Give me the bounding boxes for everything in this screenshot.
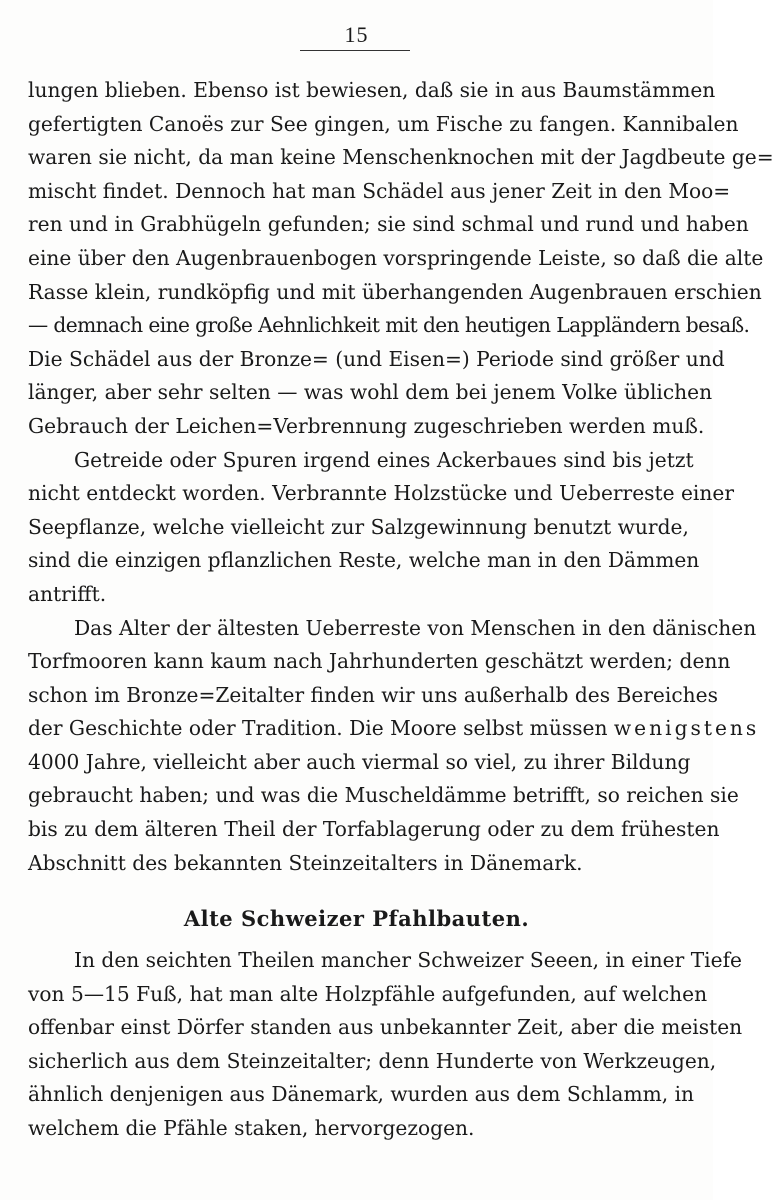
text-segment: der Geschichte oder Tradition. Die Moore selbst müssen [28,716,608,741]
text-line: nicht entdeckt worden. Verbrannte Holzstücke und Ueberreste einer [28,481,734,506]
text-line: Das Alter der ältesten Ueberreste von Menschen in den dänischen [74,615,757,640]
text-line [28,712,760,746]
emphasized-word: wenigstens [613,716,760,741]
text-line: Die Schädel aus der Bronze= (und Eisen=) Periode sind größer und [28,346,725,371]
text-line: sind die einzigen pflanzlichen Reste, welche man in den Dämmen [28,548,700,573]
text-line: — demnach eine große Aehnlichkeit mit den heutigen Lappländern besaß. [28,313,750,338]
text-line: Seepflanze, welche vielleicht zur Salzgewinnung benutzt wurde, [28,514,689,539]
page-number: 15 [344,22,369,47]
text-line: In den seichten Theilen mancher Schweizer Seeen, in einer Tiefe [74,948,742,972]
text-line: ren und in Grabhügeln gefunden; sie sind schmal und rund und haben [28,212,749,237]
text-line: eine über den Augenbrauenbogen vorspringende Leiste, so daß die alte [28,245,764,270]
text-line: welchem die Pfähle staken, hervorgezogen. [28,1115,475,1140]
text-line: Torfmooren kann kaum nach Jahrhunderten geschätzt werden; denn [28,649,731,674]
header-rule [300,50,410,51]
text-line: sicherlich aus dem Steinzeitalter; denn Hunderte von Werkzeugen, [28,1048,717,1073]
section-heading: Alte Schweizer Pfahlbauten. [183,906,530,931]
text-line: bis zu dem älteren Theil der Torfablagerung oder zu dem frühesten [28,817,720,842]
text-line: länger, aber sehr selten — was wohl dem bei jenem Volke üblichen [28,380,713,405]
paragraph [28,74,774,444]
text-line: mischt findet. Dennoch hat man Schädel aus jener Zeit in den Moo= [28,178,731,203]
text-line: schon im Bronze=Zeitalter finden wir uns außerhalb des Bereiches [28,682,718,707]
text-line: lungen blieben. Ebenso ist bewiesen, daß sie in aus Baumstämmen [28,78,716,102]
text-line: Getreide oder Spuren irgend eines Ackerbaues sind bis jetzt [74,447,694,472]
text-line: Rasse klein, rundköpfig und mit überhangenden Augenbrauen erschien [28,279,762,304]
text-line: gefertigten Canoës zur See gingen, um Fische zu fangen. Kannibalen [28,111,739,136]
text-line: ähnlich denjenigen aus Dänemark, wurden aus dem Schlamm, in [28,1082,695,1107]
body-text-upper [28,74,774,880]
paragraph [28,444,734,612]
text-line: Gebrauch der Leichen=Verbrennung zugeschrieben werden muß. [28,413,705,438]
body-text-lower [28,944,743,1146]
text-line: gebraucht haben; und was die Muscheldämme betrifft, so reichen sie [28,783,739,808]
text-line: offenbar einst Dörfer standen aus unbekannter Zeit, aber die meisten [28,1015,743,1040]
text-line: waren sie nicht, da man keine Menschenknochen mit der Jagdbeute ge= [28,145,774,170]
text-line: 4000 Jahre, vielleicht aber auch viermal so viel, zu ihrer Bildung [28,749,691,774]
text-line: Abschnitt des bekannten Steinzeitalters in Dänemark. [28,850,583,875]
paragraph [28,612,760,881]
paragraph [28,944,743,1146]
text-line: von 5—15 Fuß, hat man alte Holzpfähle aufgefunden, auf welchen [28,981,708,1006]
text-line: antrifft. [28,581,107,606]
